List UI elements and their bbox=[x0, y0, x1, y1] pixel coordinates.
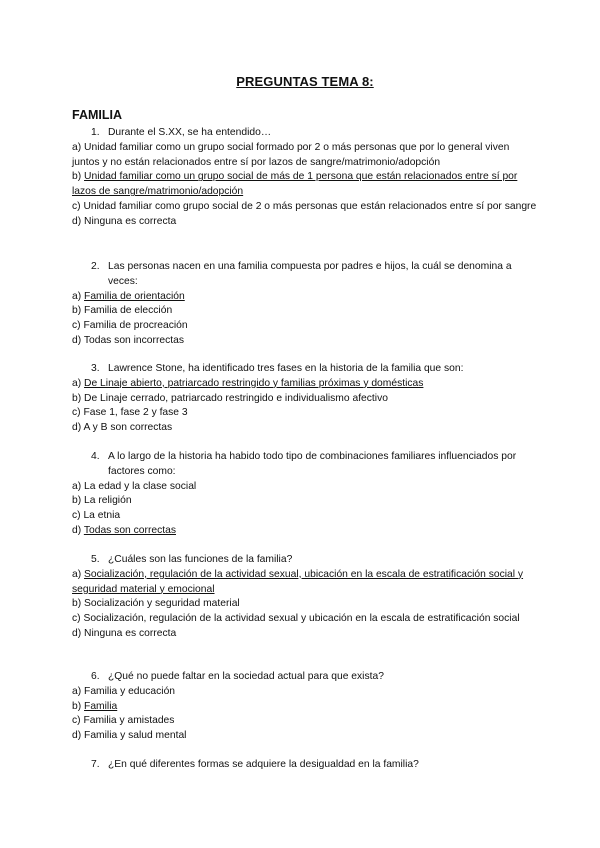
question-number: 1. bbox=[91, 127, 100, 138]
question-text: 1. Durante el S.XX, se ha entendido… bbox=[72, 126, 538, 141]
question-text: 2. Las personas nacen en una familia compuesta por padres e hijos, la cuál se denomina a veces: bbox=[91, 261, 512, 287]
question-1 bbox=[72, 126, 538, 230]
question-number: 6. bbox=[91, 671, 100, 682]
correct-answer: Todas son correctas bbox=[83, 524, 176, 536]
option-a: a) Unidad familiar como un grupo social formado por 2 o más personas que por lo general viven juntos y no están relacionados entre sí por lazos de sangre/matrimonio/adopción bbox=[72, 141, 510, 168]
question-7 bbox=[72, 758, 538, 773]
option-d: d) Todas son correctas bbox=[72, 524, 176, 536]
option-a: a) La edad y la clase social bbox=[72, 480, 197, 492]
option-c: c) Unidad familiar como grupo social de 2 o más personas que están relacionados entre sí por sangre bbox=[72, 200, 537, 212]
option-c: c) Fase 1, fase 2 y fase 3 bbox=[72, 407, 188, 419]
correct-answer: De Linaje abierto, patriarcado restringido y familias próximas y domésticas bbox=[84, 377, 424, 389]
option-b: b) Familia de elección bbox=[72, 305, 173, 317]
question-text: 5. ¿Cuáles son las funciones de la familia? bbox=[72, 553, 538, 568]
question-text: 6. ¿Qué no puede faltar en la sociedad actual para que exista? bbox=[72, 670, 538, 685]
question-number: 5. bbox=[91, 554, 100, 565]
option-b: b) Familia bbox=[72, 700, 118, 712]
option-a: a) Familia y educación bbox=[72, 685, 176, 697]
correct-answer: Unidad familiar como un grupo social de más de 1 persona que están relacionados entre sí por lazos de sangre/matrimonio/adopción bbox=[72, 171, 518, 198]
option-c: c) Familia y amistades bbox=[72, 715, 175, 727]
option-a: a) De Linaje abierto, patriarcado restringido y familias próximas y domésticas bbox=[72, 377, 424, 389]
correct-answer: Familia de orientación bbox=[84, 290, 185, 302]
question-6 bbox=[72, 670, 538, 744]
page-title: PREGUNTAS TEMA 8: bbox=[236, 74, 374, 89]
option-c: c) Socialización, regulación de la actividad sexual y ubicación en la escala de estratificación social bbox=[72, 613, 520, 625]
correct-answer: Socialización, regulación de la actividad sexual, ubicación en la escala de estratificación social y seguridad material y emocional bbox=[72, 568, 524, 595]
question-number: 7. bbox=[91, 759, 100, 770]
option-a: a) Socialización, regulación de la actividad sexual, ubicación en la escala de estratificación social y seguridad material y emocional bbox=[72, 568, 524, 595]
option-b: b) Unidad familiar como un grupo social de más de 1 persona que están relacionados entre sí por lazos de sangre/matrimonio/adopción bbox=[72, 171, 518, 198]
question-2 bbox=[72, 260, 538, 349]
option-b: b) Socialización y seguridad material bbox=[72, 598, 240, 610]
question-3 bbox=[72, 362, 538, 436]
option-a: a) Familia de orientación bbox=[72, 290, 185, 302]
question-text: 4. A lo largo de la historia ha habido todo tipo de combinaciones familiares influenciados por factores como: bbox=[91, 451, 517, 477]
option-c: c) Familia de procreación bbox=[72, 320, 188, 332]
option-d: d) A y B son correctas bbox=[72, 422, 173, 434]
question-4 bbox=[72, 450, 538, 539]
section-heading: FAMILIA bbox=[72, 108, 122, 122]
option-d: d) Ninguna es correcta bbox=[72, 215, 177, 227]
option-c: c) La etnia bbox=[72, 510, 121, 522]
option-d: d) Ninguna es correcta bbox=[72, 627, 177, 639]
question-number: 3. bbox=[91, 363, 100, 374]
question-text: 7. ¿En qué diferentes formas se adquiere la desigualdad en la familia? bbox=[72, 758, 538, 773]
question-text: 3. Lawrence Stone, ha identificado tres fases en la historia de la familia que son: bbox=[72, 362, 538, 377]
option-b: b) La religión bbox=[72, 495, 132, 507]
question-number: 4. bbox=[91, 451, 100, 462]
option-b: b) De Linaje cerrado, patriarcado restringido e individualismo afectivo bbox=[72, 392, 388, 404]
option-d: d) Familia y salud mental bbox=[72, 730, 187, 742]
correct-answer: Familia bbox=[84, 700, 118, 712]
question-5 bbox=[72, 553, 538, 642]
question-number: 2. bbox=[91, 261, 100, 272]
option-d: d) Todas son incorrectas bbox=[72, 334, 185, 346]
